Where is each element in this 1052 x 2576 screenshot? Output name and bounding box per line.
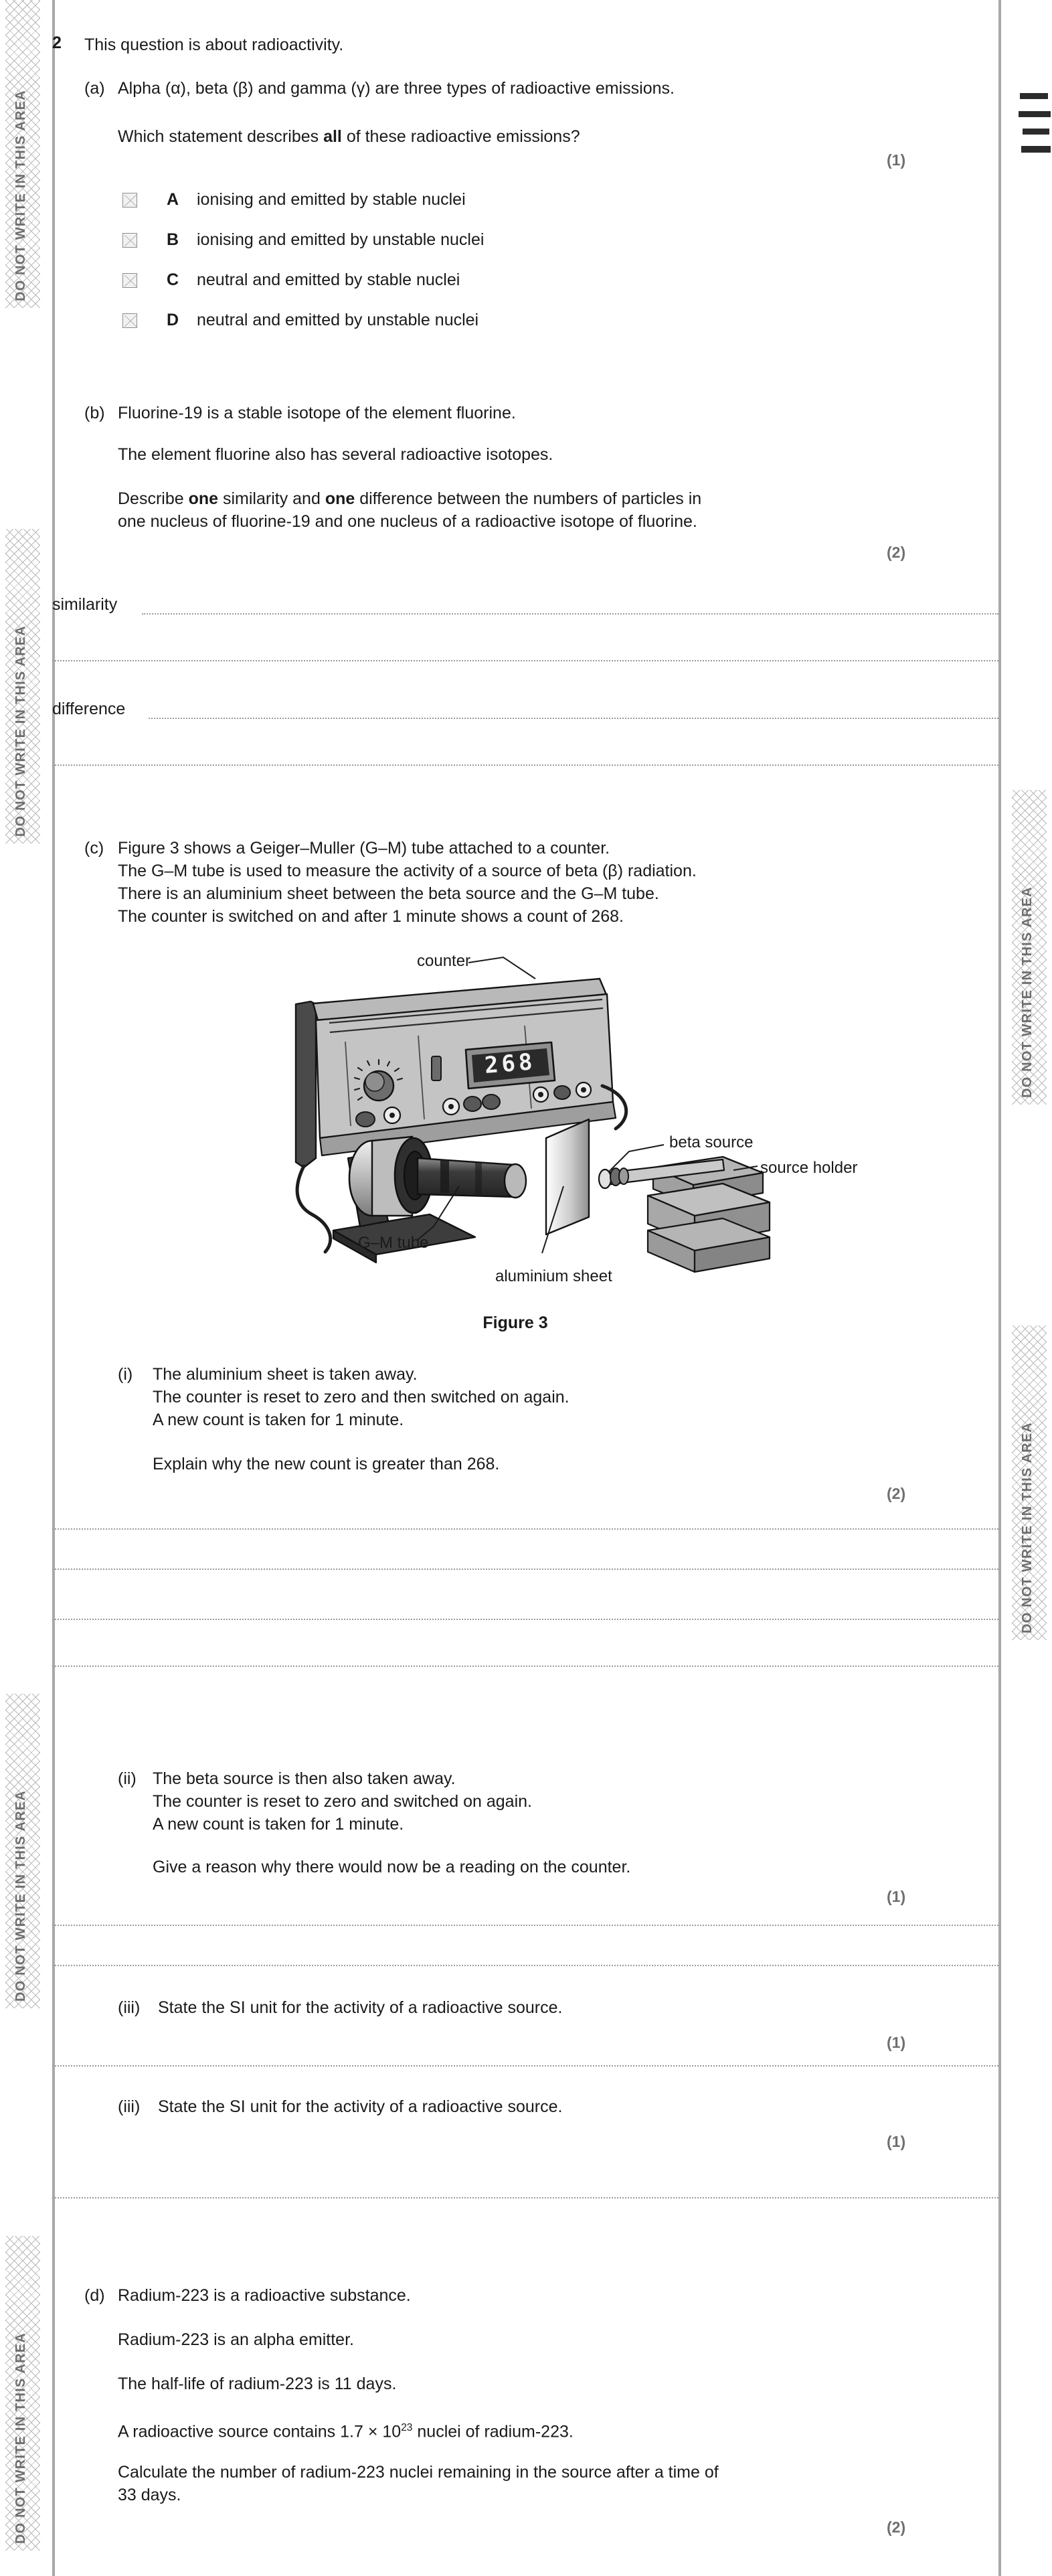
part-a-line2-post: of these radioactive emissions? xyxy=(341,127,580,146)
mcq-letter-c: C xyxy=(167,270,179,289)
part-b-marks: (2) xyxy=(887,544,906,561)
part-c-iii-b-label: (iii) xyxy=(118,2097,141,2116)
difference-answer-line-2[interactable] xyxy=(52,764,998,766)
mcq-text-d[interactable]: neutral and emitted by unstable nuclei xyxy=(197,311,479,329)
part-b-line2: The element fluorine also has several radioactive isotopes. xyxy=(118,445,553,464)
part-c-iii-b-line1: State the SI unit for the activity of a radioactive source. xyxy=(158,2097,563,2116)
part-c-iii-b-answer-line-1[interactable] xyxy=(52,2197,998,2198)
part-a-line2-bold: all xyxy=(323,127,342,146)
question-stem: This question is about radioactivity. xyxy=(84,35,344,54)
similarity-label: similarity xyxy=(52,595,118,614)
figure-3 xyxy=(254,937,776,1312)
part-b-line4: one nucleus of fluorine-19 and one nucleus of a radioactive isotope of fluorine. xyxy=(118,512,697,531)
part-b-line3-b: one xyxy=(188,489,219,508)
question-number: 2 xyxy=(52,33,62,52)
part-c-i-answer-line-3[interactable] xyxy=(52,1619,998,1620)
part-a-line1: Alpha (α), beta (β) and gamma (γ) are three types of radioactive emissions. xyxy=(118,79,675,98)
mcq-checkbox-c[interactable] xyxy=(122,273,137,288)
part-b-line3-a: Describe xyxy=(118,489,189,508)
part-d-line4-pre: A radioactive source contains 1.7 × 10 xyxy=(118,2422,402,2441)
part-c-i-line3: A new count is taken for 1 minute. xyxy=(153,1411,404,1429)
part-d-line1: Radium-223 is a radioactive substance. xyxy=(118,2286,411,2305)
figure-label-gm-tube: G–M tube xyxy=(358,1234,429,1252)
part-c-iii-line1: State the SI unit for the activity of a radioactive source. xyxy=(158,1998,563,2017)
left-margin-label-2: DO NOT WRITE IN THIS AREA xyxy=(13,625,28,837)
part-c-ii-label: (ii) xyxy=(118,1769,137,1788)
mcq-checkbox-b[interactable] xyxy=(122,233,137,248)
part-c-ii-line4: Give a reason why there would now be a reading on the counter. xyxy=(153,1858,631,1876)
part-d-line3: The half-life of radium-223 is 11 days. xyxy=(118,2374,397,2393)
part-b-line3-c: similarity and xyxy=(218,489,325,508)
similarity-answer-line-1[interactable] xyxy=(142,613,998,615)
left-margin-label-4: DO NOT WRITE IN THIS AREA xyxy=(13,2332,28,2544)
mcq-letter-d: D xyxy=(167,311,179,329)
part-b-label: (b) xyxy=(84,404,105,422)
part-c-i-line2: The counter is reset to zero and then switched on again. xyxy=(153,1388,569,1406)
right-margin-label-1: DO NOT WRITE IN THIS AREA xyxy=(1020,886,1035,1098)
part-b-line1: Fluorine-19 is a stable isotope of the element fluorine. xyxy=(118,404,516,422)
right-margin-label-2: DO NOT WRITE IN THIS AREA xyxy=(1020,1422,1035,1633)
mcq-checkbox-a[interactable] xyxy=(122,193,137,208)
part-d-line6: 33 days. xyxy=(118,2486,181,2504)
part-d-line4-exponent: 23 xyxy=(401,2422,413,2433)
part-d-line4-post: nuclei of radium-223. xyxy=(412,2422,574,2441)
mcq-text-c[interactable]: neutral and emitted by stable nuclei xyxy=(197,270,460,289)
part-d-line4 xyxy=(118,2417,574,2443)
part-c-ii-answer-line-2[interactable] xyxy=(52,1965,998,1966)
part-b-line3-e: difference between the numbers of particles in xyxy=(355,489,702,508)
part-c-i-answer-line-4[interactable] xyxy=(52,1666,998,1667)
part-d-line2: Radium-223 is an alpha emitter. xyxy=(118,2330,354,2349)
figure-label-aluminium-sheet: aluminium sheet xyxy=(495,1267,612,1285)
part-c-label: (c) xyxy=(84,839,104,858)
left-margin-label-3: DO NOT WRITE IN THIS AREA xyxy=(13,1790,28,2002)
mcq-letter-b: B xyxy=(167,230,179,249)
part-c-i-line4: Explain why the new count is greater than 268. xyxy=(153,1455,500,1473)
part-a-line2 xyxy=(118,125,580,148)
part-c-ii-line1: The beta source is then also taken away. xyxy=(153,1769,456,1788)
part-a-line2-pre: Which statement describes xyxy=(118,127,324,146)
part-c-iii-marks: (1) xyxy=(887,2034,906,2051)
part-b-line3-d: one xyxy=(325,489,355,508)
mcq-text-b[interactable]: ionising and emitted by unstable nuclei xyxy=(197,230,485,249)
left-margin-label-1: DO NOT WRITE IN THIS AREA xyxy=(13,90,28,301)
figure-label-beta-source: beta source xyxy=(669,1133,754,1151)
part-d-label: (d) xyxy=(84,2286,105,2305)
part-c-i-label: (i) xyxy=(118,1365,133,1384)
mcq-checkbox-d[interactable] xyxy=(122,313,137,328)
difference-answer-line-1[interactable] xyxy=(149,718,998,719)
part-c-i-answer-line-2[interactable] xyxy=(52,1568,998,1570)
mcq-letter-a: A xyxy=(167,190,179,209)
part-c-iii-answer-line-1[interactable] xyxy=(52,2065,998,2067)
part-c-ii-marks: (1) xyxy=(887,1888,906,1905)
part-c-i-marks: (2) xyxy=(887,1485,906,1502)
part-c-line1: Figure 3 shows a Geiger–Muller (G–M) tube attached to a counter. xyxy=(118,839,610,858)
figure-label-counter: counter xyxy=(417,952,471,970)
part-c-line4: The counter is switched on and after 1 minute shows a count of 268. xyxy=(118,907,624,926)
counter-display-value: 268 xyxy=(483,1048,537,1079)
part-c-line2: The G–M tube is used to measure the activity of a source of beta (β) radiation. xyxy=(118,862,697,880)
part-d-line5: Calculate the number of radium-223 nuclei remaining in the source after a time of xyxy=(118,2463,719,2482)
part-c-line3: There is an aluminium sheet between the beta source and the G–M tube. xyxy=(118,884,659,903)
part-d-marks: (2) xyxy=(887,2518,906,2536)
part-c-ii-line3: A new count is taken for 1 minute. xyxy=(153,1815,404,1834)
similarity-answer-line-2[interactable] xyxy=(52,660,998,661)
part-a-label: (a) xyxy=(84,79,105,98)
part-c-ii-line2: The counter is reset to zero and switched on again. xyxy=(153,1792,532,1811)
part-c-i-answer-line-1[interactable] xyxy=(52,1528,998,1530)
part-b-line3 xyxy=(118,487,701,510)
figure-3-caption: Figure 3 xyxy=(483,1313,548,1332)
part-c-ii-answer-line-1[interactable] xyxy=(52,1925,998,1926)
mcq-text-a[interactable]: ionising and emitted by stable nuclei xyxy=(197,190,466,209)
figure-label-source-holder: source holder xyxy=(760,1159,858,1177)
part-c-iii-label: (iii) xyxy=(118,1998,141,2017)
part-c-iii-b-marks: (1) xyxy=(887,2133,906,2150)
part-c-i-line1: The aluminium sheet is taken away. xyxy=(153,1365,418,1384)
difference-label: difference xyxy=(52,700,126,718)
part-a-marks: (1) xyxy=(887,151,906,169)
